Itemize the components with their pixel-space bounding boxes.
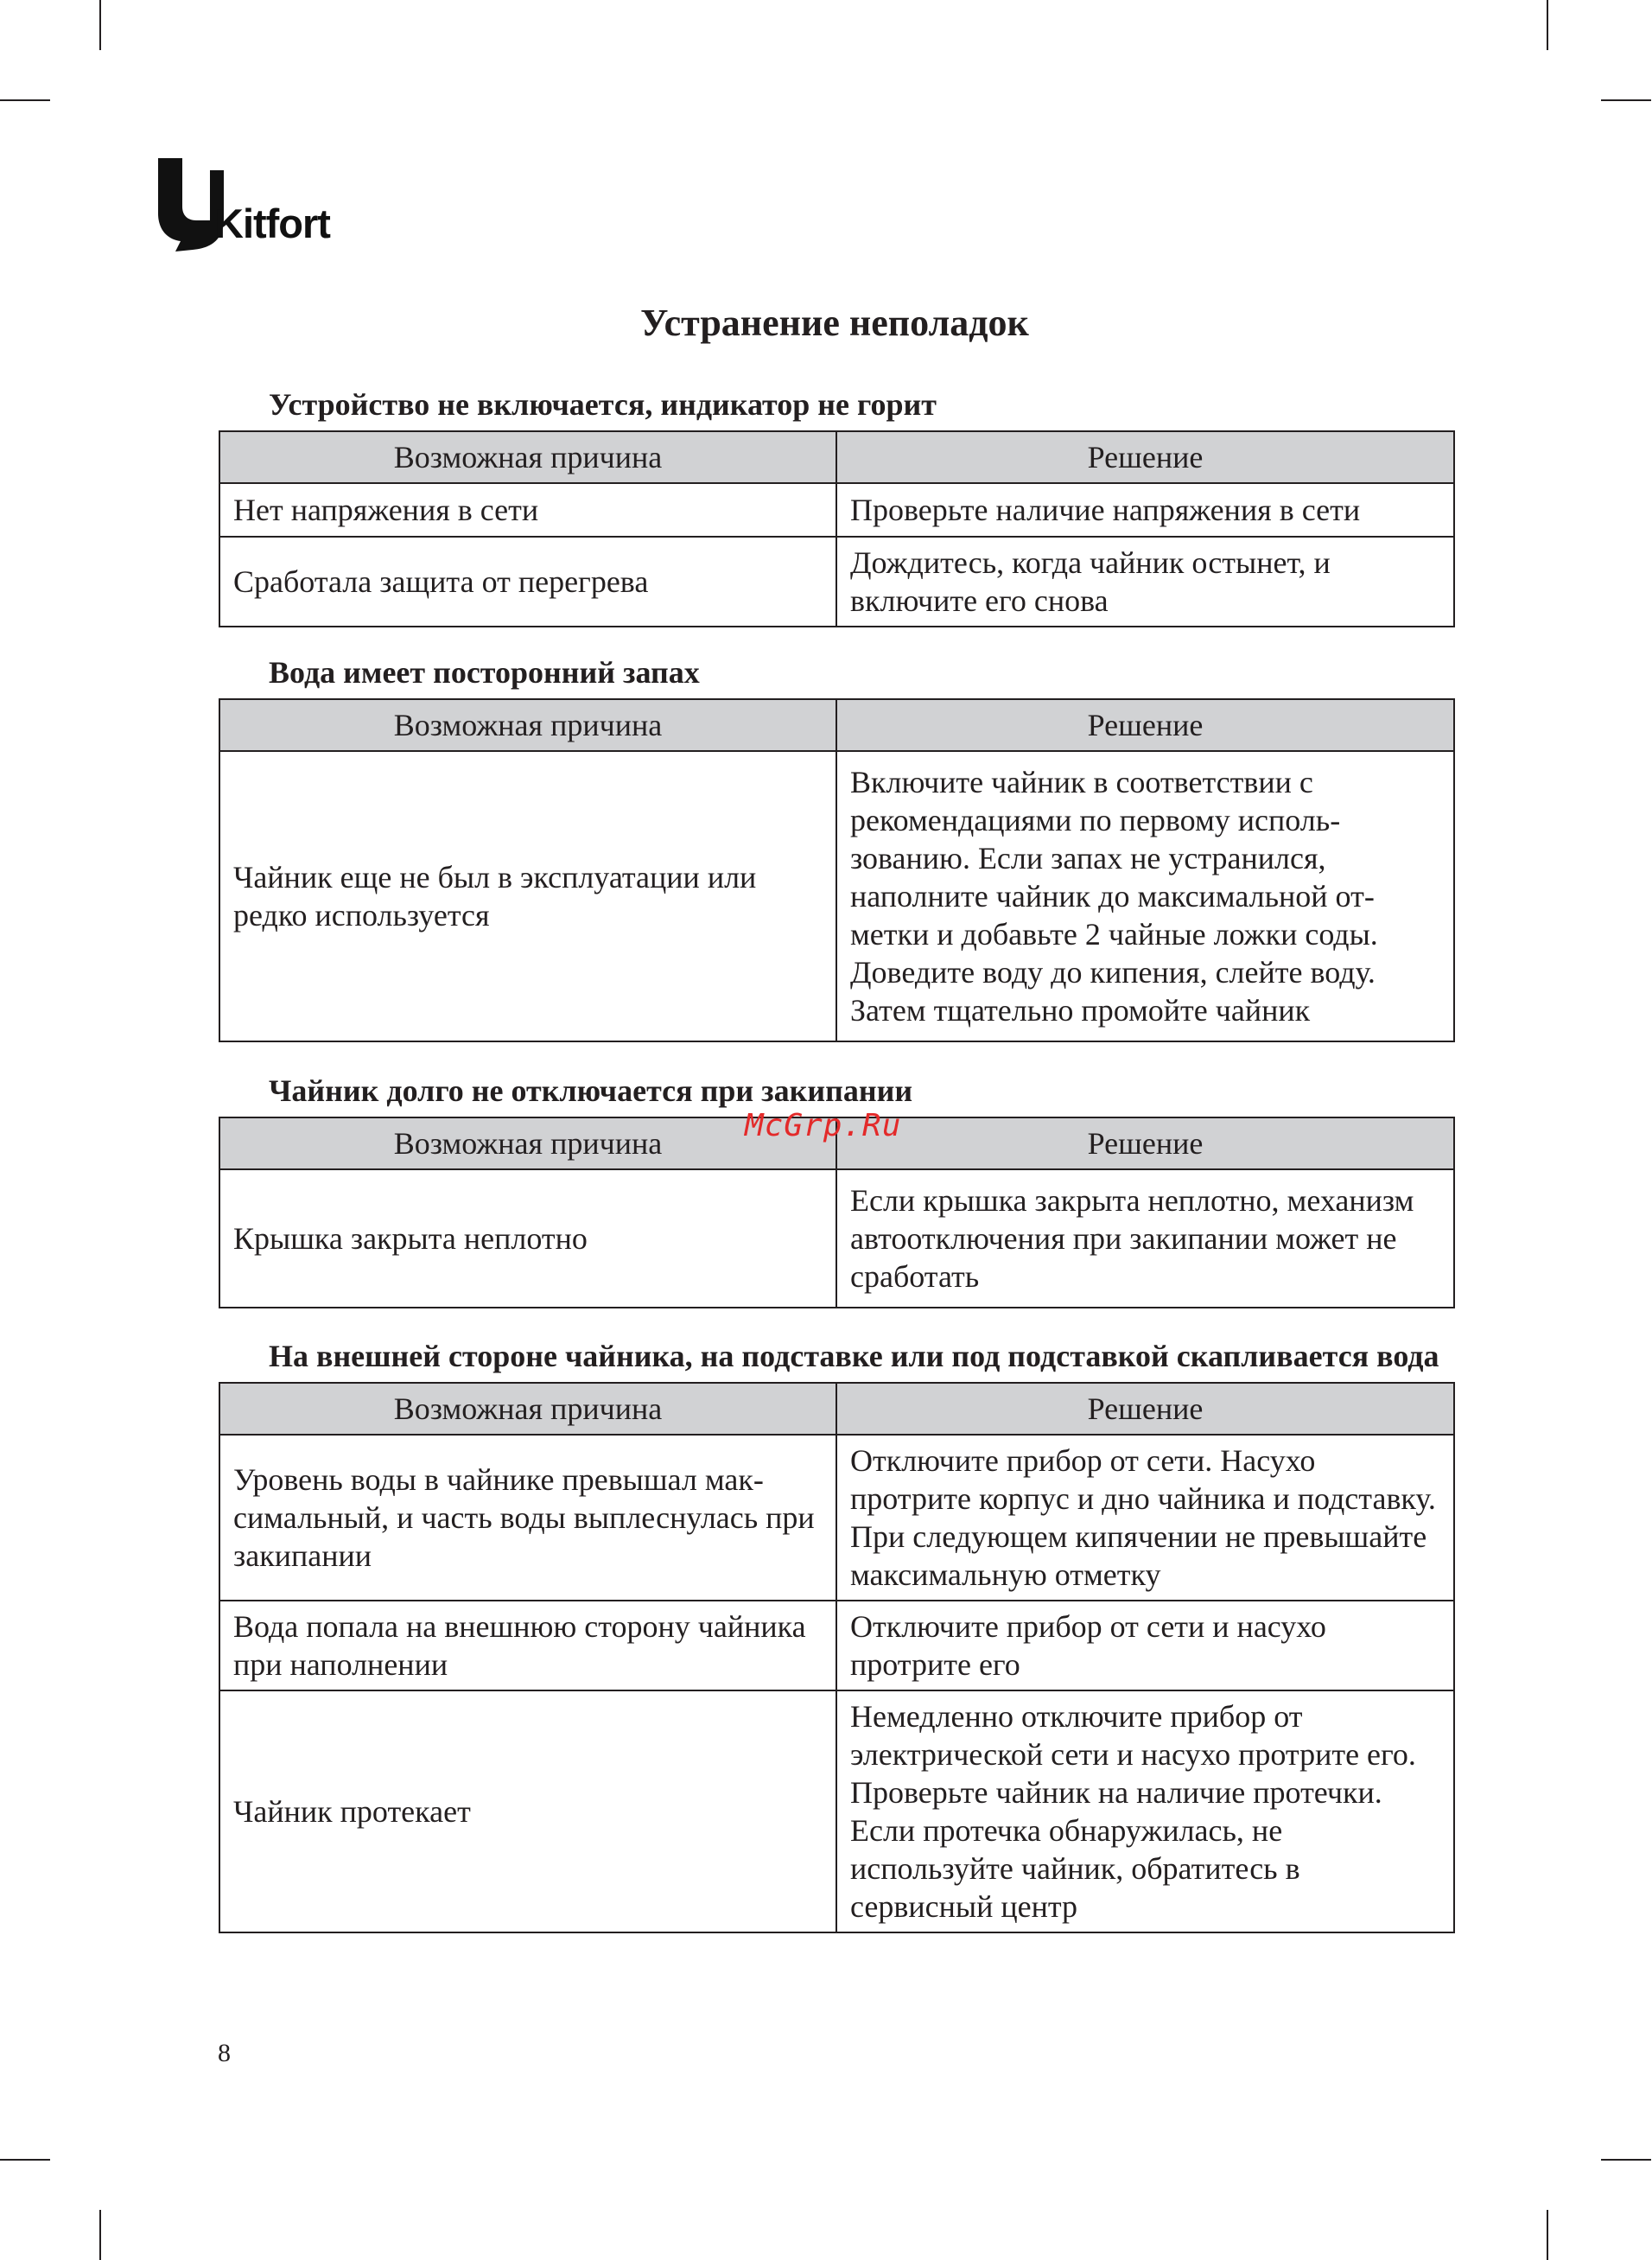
troubleshooting-table (219, 1117, 1455, 1308)
crop-mark (1547, 0, 1548, 50)
section-heading: На внешней стороне чайника, на подставке или под подставкой скапливается вода (269, 1339, 1439, 1373)
troubleshooting-table (219, 698, 1455, 1042)
solution-cell: Отключите прибор от сети и насухо протрите его (836, 1601, 1454, 1690)
crop-mark (99, 2210, 101, 2260)
header-solution: Решение (836, 1117, 1454, 1169)
section-device-not-turning-on (219, 385, 1453, 627)
table-row (219, 1601, 1454, 1690)
watermark: McGrp.Ru (745, 1108, 902, 1143)
troubleshooting-table (219, 1382, 1455, 1933)
header-solution: Решение (836, 431, 1454, 483)
section-water-odor (219, 653, 1453, 1042)
cause-cell: Вода попала на внешнюю сторону чайника при наполнении (219, 1601, 836, 1690)
solution-cell: Немедленно отключите прибор от электрической сети и насухо протрите его. Проверьте чайник на наличие протечки. Если протечка обнаружилась, не используйте чайник, обратитесь в сервисный центр (836, 1690, 1454, 1932)
cause-cell: Чайник протекает (219, 1690, 836, 1932)
brand-name: Kitfort (214, 201, 330, 246)
cause-cell: Нет напряжения в сети (219, 483, 836, 537)
table-header-row (219, 431, 1454, 483)
solution-cell: Проверьте наличие напряжения в сети (836, 483, 1454, 537)
section-heading: Устройство не включается, индикатор не горит (269, 387, 937, 422)
crop-mark (1601, 2159, 1651, 2161)
table-header-row (219, 1383, 1454, 1435)
table-row (219, 751, 1454, 1041)
header-solution: Решение (836, 1383, 1454, 1435)
troubleshooting-table (219, 430, 1455, 627)
table-row (219, 1435, 1454, 1601)
section-heading: Вода имеет посторонний запах (269, 655, 700, 690)
header-cause: Возможная причина (219, 1383, 836, 1435)
page-number: 8 (218, 2039, 231, 2067)
page-title: Устранение неполадок (640, 302, 1029, 344)
header-solution: Решение (836, 699, 1454, 751)
crop-mark (1547, 2210, 1548, 2260)
solution-cell: Отключите прибор от сети. Насухо протрите корпус и дно чайника и подставку. При следующем кипячении не превышайте максимальную отметку (836, 1435, 1454, 1601)
crop-mark (1601, 99, 1651, 101)
solution-cell: Дождитесь, когда чайник остынет, и включите его снова (836, 537, 1454, 627)
table-row (219, 537, 1454, 627)
cause-cell: Чайник еще не был в эксплуатации или редко используется (219, 751, 836, 1041)
table-header-row (219, 699, 1454, 751)
table-row (219, 483, 1454, 537)
section-heading: Чайник долго не отключается при закипании (269, 1073, 913, 1108)
crop-mark (99, 0, 101, 50)
cause-cell: Крышка закрыта неплотно (219, 1169, 836, 1308)
section-water-accumulates (219, 1337, 1453, 1933)
cause-cell: Сработала защита от перегрева (219, 537, 836, 627)
cause-cell: Уровень воды в чайнике превышал максимальный, и часть воды выплеснулась при закипании (219, 1435, 836, 1601)
solution-cell: Включите чайник в соответствии с рекомендациями по первому использованию. Если запах не устранился, наполните чайник до максимальной отметки и добавьте 2 чайные ложки соды. Доведите воду до кипения, слейте воду. Затем тщательно промойте чайник (836, 751, 1454, 1041)
brand-logo (158, 158, 365, 251)
crop-mark (0, 99, 50, 101)
header-cause: Возможная причина (219, 431, 836, 483)
header-cause: Возможная причина (219, 1117, 836, 1169)
table-row (219, 1169, 1454, 1308)
solution-cell: Если крышка закрыта неплотно, механизм автоотключения при закипании может не сработать (836, 1169, 1454, 1308)
crop-mark (0, 2159, 50, 2161)
table-row (219, 1690, 1454, 1932)
header-cause: Возможная причина (219, 699, 836, 751)
